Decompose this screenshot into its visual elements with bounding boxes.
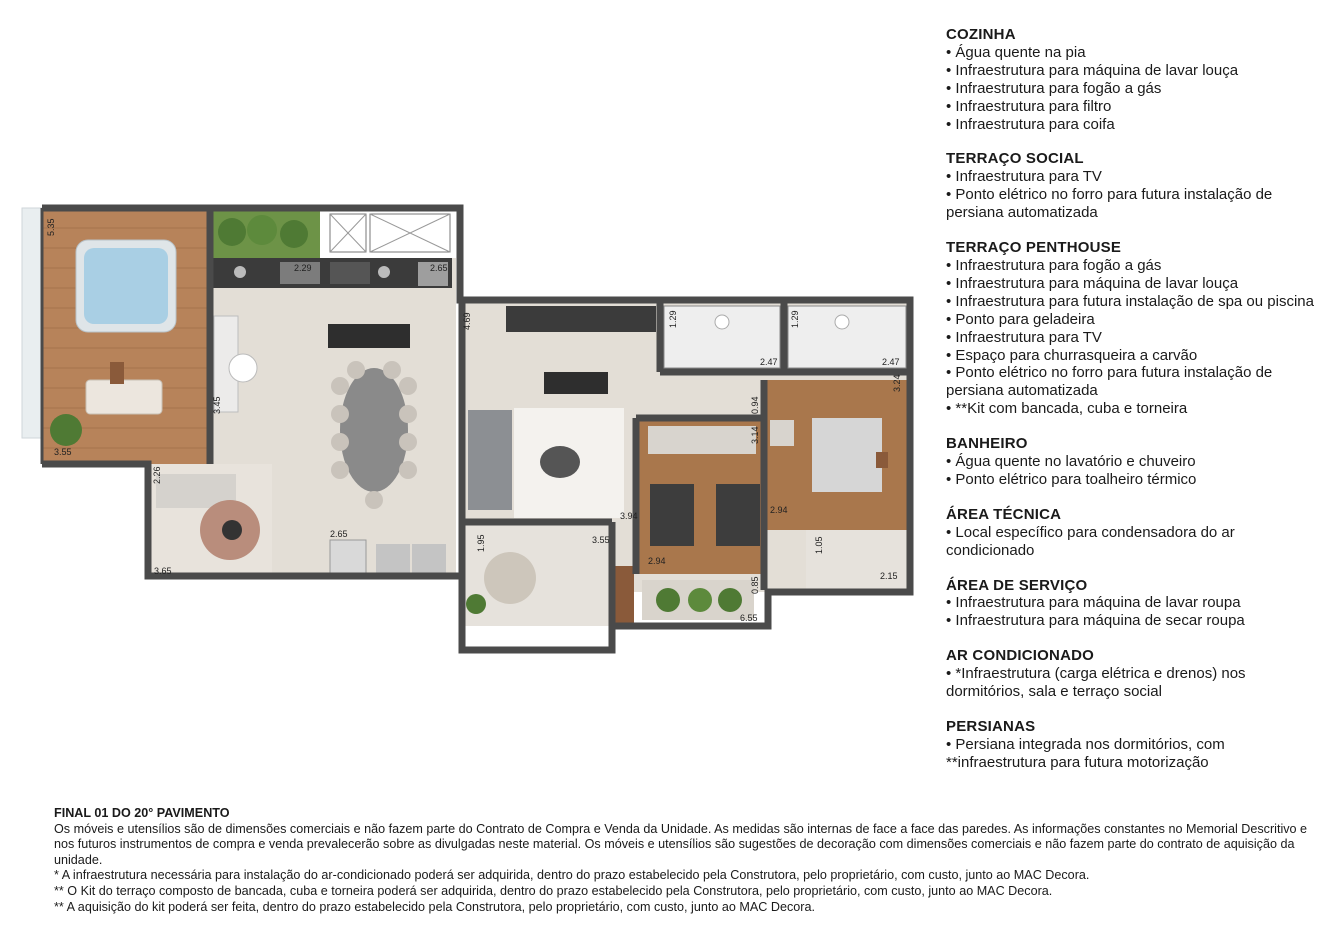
feature-items: [946, 453, 1316, 489]
feature-item: • Infraestrutura para coifa: [946, 115, 1115, 133]
note-line: ** A aquisição do kit poderá ser feita, dentro do prazo estabelecido pela Construtora, pelo proprietário, com custo, junto ao MAC Decora.: [54, 899, 815, 914]
feature-section-title: COZINHA: [946, 26, 1016, 43]
dim-label: 3.24: [892, 374, 902, 392]
feature-item: • **Kit com bancada, cuba e torneira: [946, 400, 1188, 418]
feature-item: • Infraestrutura para fogão a gás: [946, 79, 1162, 97]
feature-items: [946, 44, 1316, 134]
second-island: [544, 372, 608, 394]
feature-section: [946, 435, 1316, 489]
dim-label: 2.47: [882, 357, 900, 367]
dim-label: 3.65: [154, 566, 172, 576]
bed-right: [716, 484, 760, 546]
coffee-table: [222, 520, 242, 540]
feature-section-title: TERRAÇO PENTHOUSE: [946, 239, 1122, 257]
living-sofa: [468, 410, 512, 510]
feature-items: [946, 524, 1316, 560]
feature-section: [946, 239, 1316, 418]
dim-label: 2.65: [330, 529, 348, 539]
dim-label: 1.29: [790, 310, 800, 328]
spa-water: [84, 248, 168, 324]
feature-item: • Infraestrutura para máquina de secar roupa: [946, 612, 1245, 630]
feature-section-title: AR CONDICIONADO: [946, 647, 1094, 665]
feature-items: [946, 168, 1316, 222]
dim-label: 2.94: [648, 556, 666, 566]
dryer: [412, 544, 446, 576]
dim-label: 2.65: [430, 263, 448, 273]
round-chair: [484, 552, 536, 604]
washer: [376, 544, 410, 576]
feature-items: [946, 257, 1316, 418]
dim-label: 2.15: [880, 571, 898, 581]
coffee-table: [540, 446, 580, 478]
plant-icon: [50, 414, 82, 446]
dim-label: 1.05: [814, 536, 824, 554]
note-line: Os móveis e utensílios são de dimensões comerciais e não fazem parte do Contrato de Compra e Venda da Unidade. As medidas são internas de face a face das paredes. As informações constantes no Memorial Descritivo e nos futuros instrumentos de compra e venda prevalecerão sobre as divulgadas neste material. Os móveis e utensílios são sugestões de decoração com dimensões comerciais e não fazem parte do contrato de aquisição da unidade.: [54, 821, 1308, 867]
feature-item: • Infraestrutura para futura instalação de spa ou piscina: [946, 292, 1314, 310]
bed-left: [650, 484, 694, 546]
feature-section-title: PERSIANAS: [946, 718, 1036, 735]
feature-item: • *Infraestrutura (carga elétrica e drenos) nos dormitórios, sala e terraço social: [946, 665, 1246, 701]
feature-item: • Ponto elétrico no forro para futura instalação de persiana automatizada: [946, 364, 1273, 400]
feature-section-title: ÁREA DE SERVIÇO: [946, 576, 1088, 594]
dim-label: 2.26: [152, 466, 162, 484]
feature-section-title: ÁREA TÉCNICA: [946, 505, 1062, 523]
dim-label: 0.94: [750, 396, 760, 414]
feature-item: • Água quente no lavatório e chuveiro: [946, 453, 1196, 471]
feature-item: • Infraestrutura para máquina de lavar roupa: [946, 594, 1241, 612]
feature-section: [946, 718, 1316, 772]
dim-label: 1.29: [668, 310, 678, 328]
side-table: [110, 362, 124, 384]
kitchen-island: [328, 324, 410, 348]
footnotes: [54, 806, 1314, 915]
feature-section: [946, 647, 1316, 701]
dim-label: 5.35: [46, 218, 56, 236]
feature-section: [946, 26, 1316, 133]
dim-label: 3.14: [750, 426, 760, 444]
feature-item: • Água quente na pia: [946, 43, 1086, 61]
feature-item: • Infraestrutura para máquina de lavar louça: [946, 274, 1239, 292]
feature-item: • Ponto para geladeira: [946, 310, 1095, 328]
sun-lounger: [86, 380, 162, 414]
feature-section: [946, 506, 1316, 560]
feature-item: • Persiana integrada nos dormitórios, com **infraestrutura para futura motorização: [946, 735, 1225, 771]
feature-item: • Infraestrutura para filtro: [946, 97, 1112, 115]
sink-cabinet: [330, 540, 366, 574]
feature-item: • Infraestrutura para máquina de lavar louça: [946, 61, 1239, 79]
dim-label: 3.94: [620, 511, 638, 521]
feature-item: • Ponto elétrico no forro para futura instalação de persiana automatizada: [946, 186, 1273, 222]
feature-item: • Espaço para churrasqueira a carvão: [946, 346, 1198, 364]
dining-table: [340, 368, 408, 492]
master-bed: [812, 418, 882, 492]
dim-label: 0.85: [750, 576, 760, 594]
feature-item: • Infraestrutura para fogão a gás: [946, 256, 1162, 274]
note-line: ** O Kit do terraço composto de bancada, cuba e torneira poderá ser adquirida, dentro do prazo estabelecido pela Construtora, pelo proprietário, com custo, junto ao MAC Decora.: [54, 883, 1053, 898]
feature-section-title: TERRAÇO SOCIAL: [946, 150, 1084, 168]
note-line: * A infraestrutura necessária para instalação do ar-condicionado poderá ser adquirida, dentro do prazo estabelecido pela Construtora, pelo proprietário, com custo, junto ao MAC Decora.: [54, 868, 1090, 883]
round-table: [229, 354, 257, 382]
feature-section: [946, 577, 1316, 631]
dim-label: 4.69: [462, 312, 472, 330]
dim-label: 3.55: [54, 447, 72, 457]
feature-item: • Local específico para condensadora do ar condicionado: [946, 523, 1235, 559]
feature-section: [946, 150, 1316, 222]
dim-label: 1.95: [476, 534, 486, 552]
dim-label: 2.94: [770, 505, 788, 515]
dim-label: 2.47: [760, 357, 778, 367]
features-list: [946, 26, 1316, 789]
dim-label: 3.45: [212, 396, 222, 414]
dim-label: 2.29: [294, 263, 312, 273]
feature-items: [946, 736, 1316, 772]
dim-label: 3.55: [592, 535, 610, 545]
dim-label: 6.55: [740, 613, 758, 623]
feature-item: • Infraestrutura para TV: [946, 328, 1102, 346]
notes-title: FINAL 01 DO 20° PAVIMENTO: [54, 806, 230, 820]
feature-item: • Infraestrutura para TV: [946, 168, 1102, 186]
feature-items: [946, 594, 1316, 630]
feature-items: [946, 665, 1316, 701]
feature-section-title: BANHEIRO: [946, 435, 1028, 453]
glass-rail: [22, 208, 42, 438]
feature-item: • Ponto elétrico para toalheiro térmico: [946, 470, 1197, 488]
